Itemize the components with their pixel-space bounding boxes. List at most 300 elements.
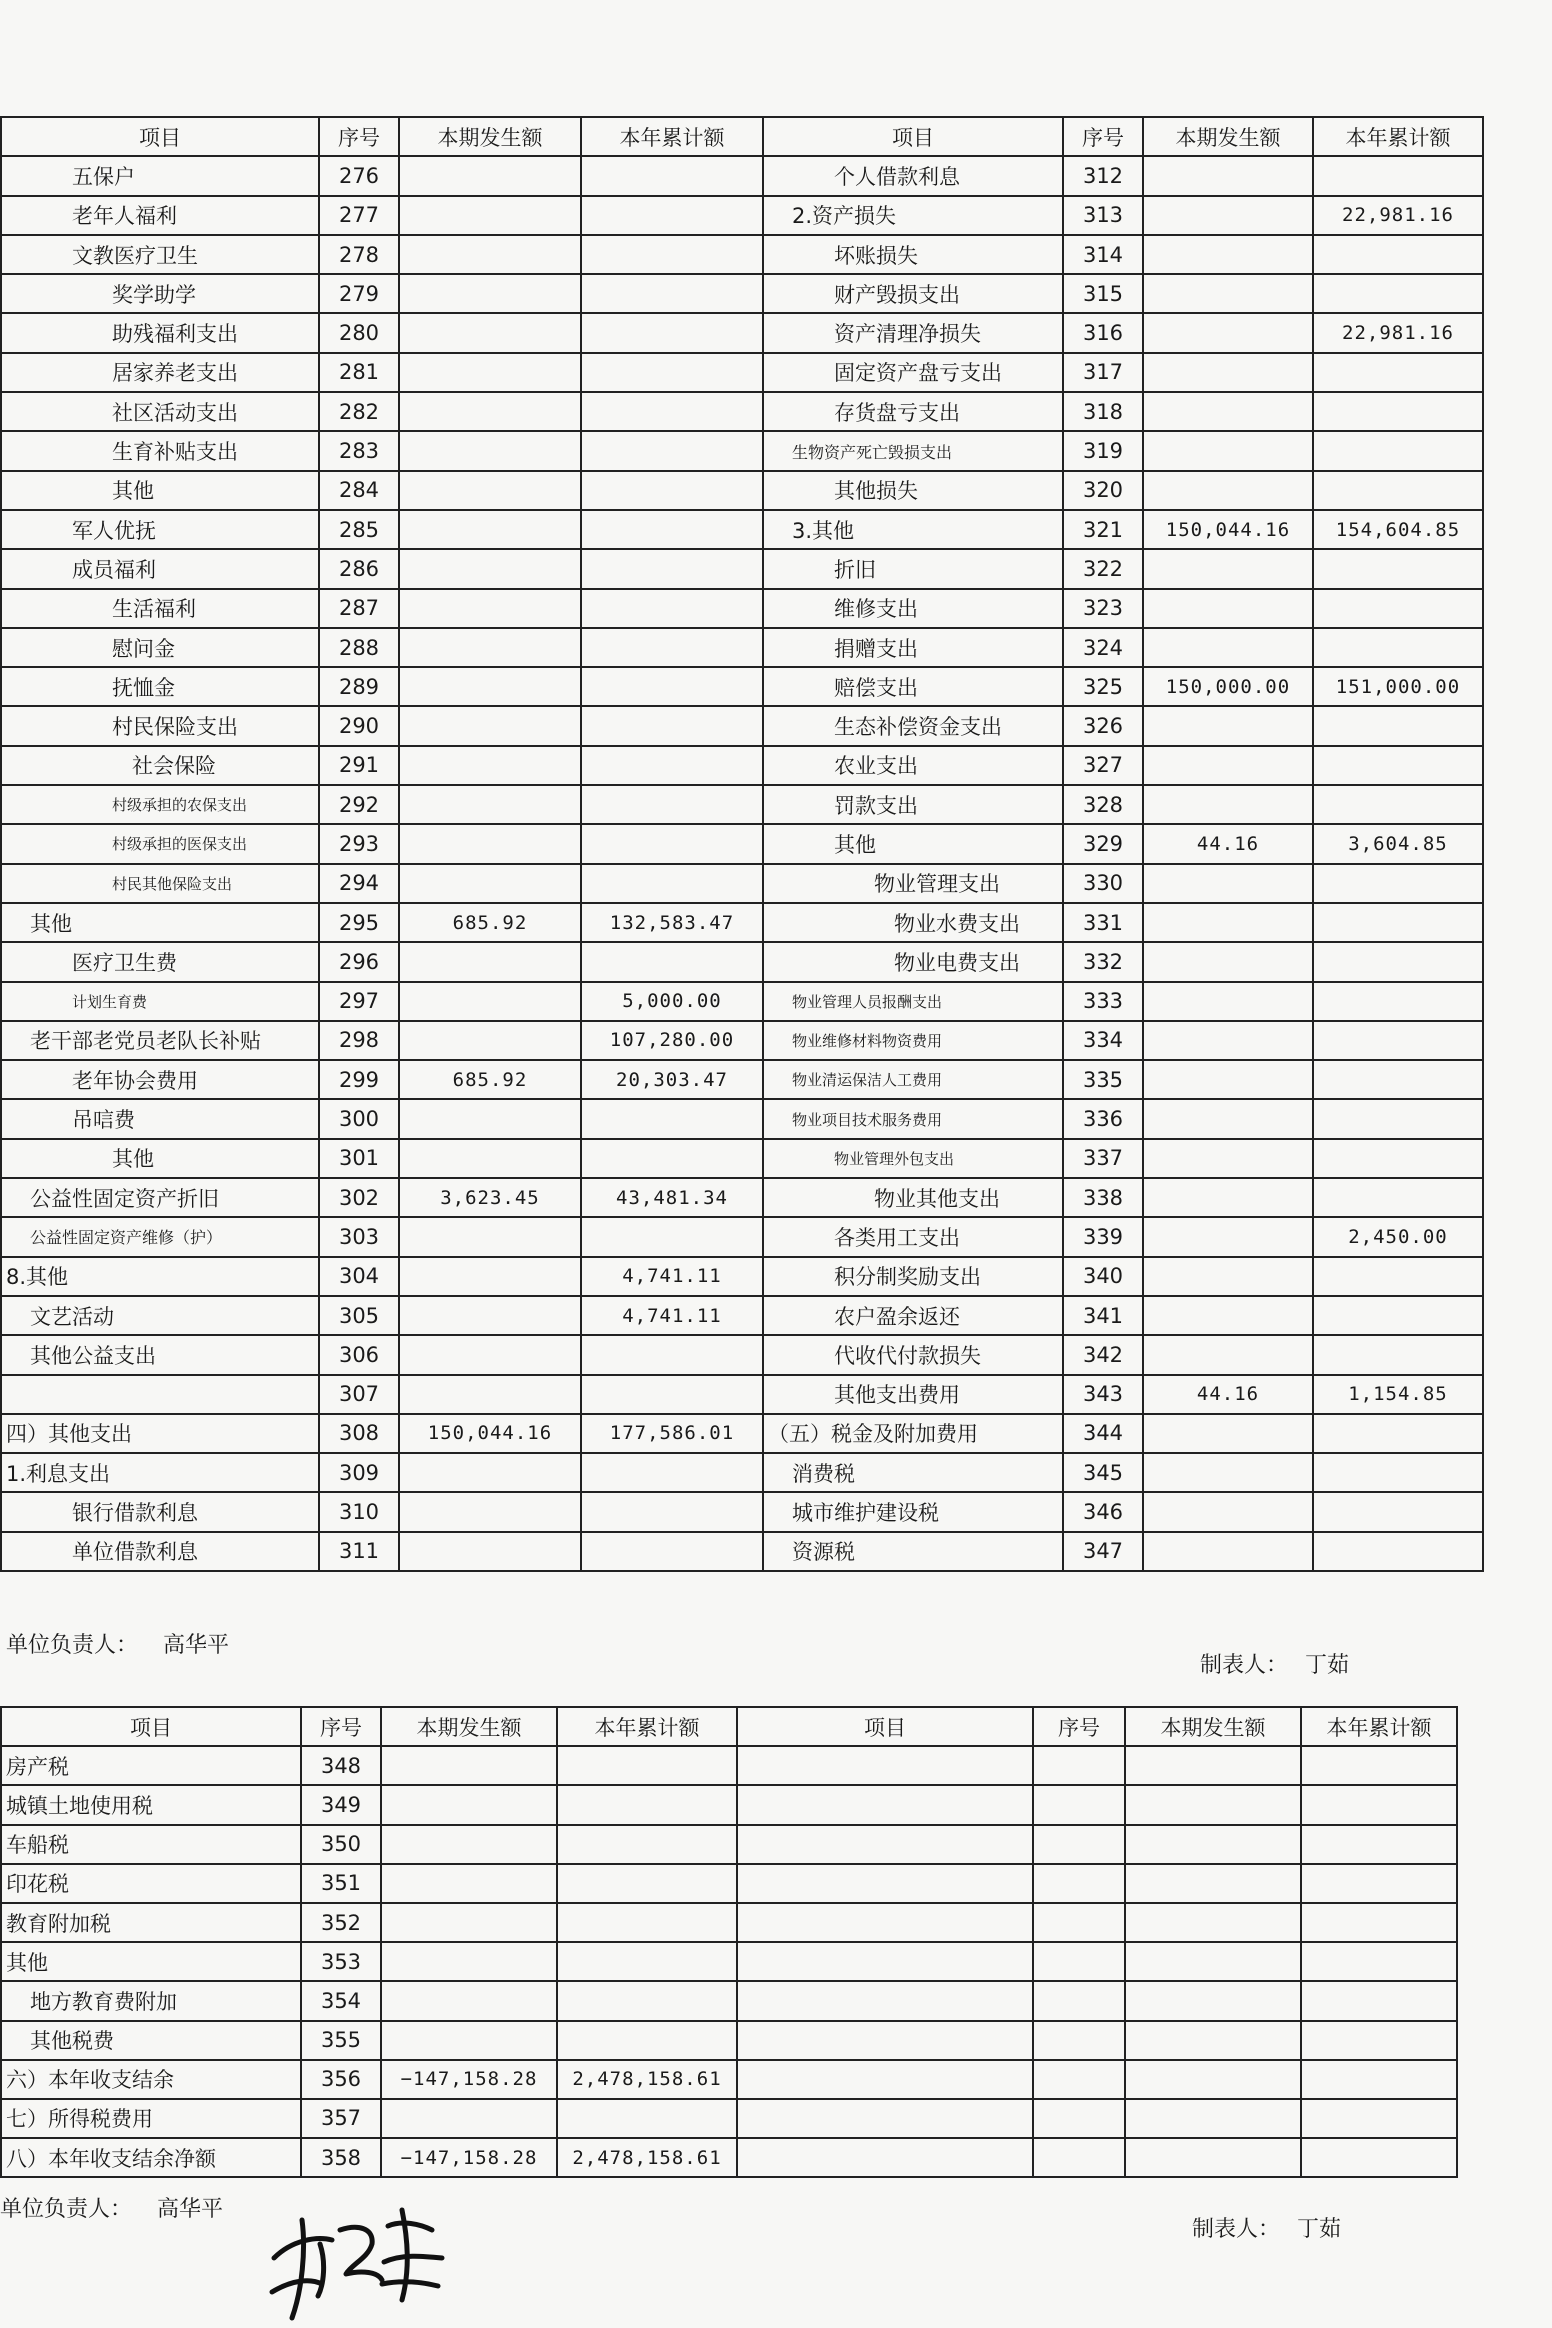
- expense-table-bottom: [0, 1706, 1458, 2178]
- ytd-amount-cell: 43,481.34: [581, 1178, 763, 1217]
- table-row: [1, 353, 1483, 392]
- seq-cell: 313: [1063, 196, 1143, 235]
- empty-cell: [1033, 1785, 1125, 1824]
- header-item: 项目: [763, 117, 1063, 156]
- empty-cell: [1301, 1942, 1457, 1981]
- item-cell: 村级承担的农保支出: [1, 785, 319, 824]
- header-seq: 序号: [1033, 1707, 1125, 1746]
- empty-cell: [1301, 2060, 1457, 2099]
- current-amount-cell: [399, 706, 581, 745]
- empty-cell: [1301, 2021, 1457, 2060]
- item-cell: 其他: [763, 824, 1063, 863]
- item-cell: 3.其他: [763, 510, 1063, 549]
- item-cell: 车船税: [1, 1825, 301, 1864]
- current-amount-cell: 150,044.16: [1143, 510, 1313, 549]
- current-amount-cell: [399, 746, 581, 785]
- current-amount-cell: [399, 1532, 581, 1571]
- current-amount-cell: [381, 1942, 557, 1981]
- empty-cell: [737, 1825, 1033, 1864]
- seq-cell: 339: [1063, 1217, 1143, 1256]
- item-cell: 赔偿支出: [763, 667, 1063, 706]
- item-cell: 文教医疗卫生: [1, 235, 319, 274]
- ytd-amount-cell: [1313, 628, 1483, 667]
- ytd-amount-cell: [557, 1903, 737, 1942]
- current-amount-cell: [399, 589, 581, 628]
- ytd-amount-cell: [581, 1375, 763, 1414]
- table-row: [1, 1414, 1483, 1453]
- ytd-amount-cell: [1313, 1414, 1483, 1453]
- item-cell: 消费税: [763, 1453, 1063, 1492]
- ytd-amount-cell: [581, 746, 763, 785]
- current-amount-cell: [1143, 706, 1313, 745]
- empty-cell: [1301, 1903, 1457, 1942]
- current-amount-cell: [1143, 235, 1313, 274]
- ytd-amount-cell: [581, 942, 763, 981]
- seq-cell: 291: [319, 746, 399, 785]
- item-cell: 村级承担的医保支出: [1, 824, 319, 863]
- item-cell: 教育附加税: [1, 1903, 301, 1942]
- ytd-amount-cell: [1313, 746, 1483, 785]
- unit-head-label: 单位负责人：: [6, 1633, 139, 1658]
- seq-cell: 358: [301, 2138, 381, 2177]
- item-cell: 慰问金: [1, 628, 319, 667]
- empty-cell: [1125, 1785, 1301, 1824]
- table-row: [1, 1335, 1483, 1374]
- current-amount-cell: [1143, 864, 1313, 903]
- item-cell: 维修支出: [763, 589, 1063, 628]
- ytd-amount-cell: [581, 313, 763, 352]
- current-amount-cell: [399, 235, 581, 274]
- ytd-amount-cell: [557, 1785, 737, 1824]
- seq-cell: 337: [1063, 1139, 1143, 1178]
- ytd-amount-cell: 3,604.85: [1313, 824, 1483, 863]
- item-cell: 公益性固定资产维修（护）: [1, 1217, 319, 1256]
- table-row: [1, 746, 1483, 785]
- table-row: [1, 1375, 1483, 1414]
- item-cell: 其他税费: [1, 2021, 301, 2060]
- empty-cell: [737, 1864, 1033, 1903]
- item-cell: 城镇土地使用税: [1, 1785, 301, 1824]
- ytd-amount-cell: [1313, 1021, 1483, 1060]
- current-amount-cell: −147,158.28: [381, 2138, 557, 2177]
- empty-cell: [1033, 2138, 1125, 2177]
- seq-cell: 328: [1063, 785, 1143, 824]
- seq-cell: 351: [301, 1864, 381, 1903]
- ytd-amount-cell: 4,741.11: [581, 1257, 763, 1296]
- current-amount-cell: [399, 1296, 581, 1335]
- current-amount-cell: [1143, 1532, 1313, 1571]
- seq-cell: 276: [319, 156, 399, 195]
- current-amount-cell: [1143, 1099, 1313, 1138]
- empty-cell: [1033, 1981, 1125, 2020]
- ytd-amount-cell: [1313, 471, 1483, 510]
- ytd-amount-cell: [557, 1825, 737, 1864]
- item-cell: 老年人福利: [1, 196, 319, 235]
- item-cell: 抚恤金: [1, 667, 319, 706]
- item-cell: 社会保险: [1, 746, 319, 785]
- current-amount-cell: [399, 1139, 581, 1178]
- item-cell: 生活福利: [1, 589, 319, 628]
- current-amount-cell: [399, 1453, 581, 1492]
- ytd-amount-cell: [557, 2021, 737, 2060]
- seq-cell: 347: [1063, 1532, 1143, 1571]
- seq-cell: 312: [1063, 156, 1143, 195]
- ytd-amount-cell: 154,604.85: [1313, 510, 1483, 549]
- header-ytd: 本年累计额: [581, 117, 763, 156]
- item-cell: 罚款支出: [763, 785, 1063, 824]
- empty-cell: [1125, 1746, 1301, 1785]
- table-row: [1, 1492, 1483, 1531]
- ytd-amount-cell: [1313, 1492, 1483, 1531]
- ytd-amount-cell: [557, 1942, 737, 1981]
- ytd-amount-cell: [581, 471, 763, 510]
- seq-cell: 306: [319, 1335, 399, 1374]
- empty-cell: [737, 1785, 1033, 1824]
- current-amount-cell: [399, 549, 581, 588]
- seq-cell: 299: [319, 1060, 399, 1099]
- table-header-row: [1, 117, 1483, 156]
- table-row: [1, 1785, 1457, 1824]
- table-row: [1, 1864, 1457, 1903]
- table-row: [1, 667, 1483, 706]
- ytd-amount-cell: [1313, 1060, 1483, 1099]
- seq-cell: 323: [1063, 589, 1143, 628]
- seq-cell: 315: [1063, 274, 1143, 313]
- item-cell: 个人借款利息: [763, 156, 1063, 195]
- ytd-amount-cell: [581, 431, 763, 470]
- current-amount-cell: [1143, 1139, 1313, 1178]
- current-amount-cell: [1143, 628, 1313, 667]
- table-row: [1, 903, 1483, 942]
- item-cell: 生育补贴支出: [1, 431, 319, 470]
- current-amount-cell: [399, 628, 581, 667]
- header-seq: 序号: [1063, 117, 1143, 156]
- current-amount-cell: [399, 392, 581, 431]
- seq-cell: 281: [319, 353, 399, 392]
- item-cell: 物业维修材料物资费用: [763, 1021, 1063, 1060]
- seq-cell: 316: [1063, 313, 1143, 352]
- item-cell: 1.利息支出: [1, 1453, 319, 1492]
- item-cell: 物业水费支出: [763, 903, 1063, 942]
- item-cell: 成员福利: [1, 549, 319, 588]
- empty-cell: [737, 2021, 1033, 2060]
- current-amount-cell: [399, 1217, 581, 1256]
- seq-cell: 354: [301, 1981, 381, 2020]
- item-cell: [1, 1375, 319, 1414]
- ytd-amount-cell: [581, 1492, 763, 1531]
- item-cell: 六）本年收支结余: [1, 2060, 301, 2099]
- item-cell: 医疗卫生费: [1, 942, 319, 981]
- current-amount-cell: [1143, 1296, 1313, 1335]
- current-amount-cell: [399, 274, 581, 313]
- ytd-amount-cell: [581, 353, 763, 392]
- seq-cell: 283: [319, 431, 399, 470]
- item-cell: 生态补偿资金支出: [763, 706, 1063, 745]
- seq-cell: 322: [1063, 549, 1143, 588]
- current-amount-cell: [399, 1099, 581, 1138]
- seq-cell: 301: [319, 1139, 399, 1178]
- item-cell: 物业其他支出: [763, 1178, 1063, 1217]
- seq-cell: 305: [319, 1296, 399, 1335]
- item-cell: 助残福利支出: [1, 313, 319, 352]
- ytd-amount-cell: 4,741.11: [581, 1296, 763, 1335]
- seq-cell: 343: [1063, 1375, 1143, 1414]
- preparer-name: 丁茹: [1305, 1653, 1350, 1678]
- current-amount-cell: [1143, 549, 1313, 588]
- ytd-amount-cell: 22,981.16: [1313, 313, 1483, 352]
- ytd-amount-cell: [581, 156, 763, 195]
- seq-cell: 333: [1063, 982, 1143, 1021]
- empty-cell: [737, 1981, 1033, 2020]
- item-cell: 捐赠支出: [763, 628, 1063, 667]
- seq-cell: 340: [1063, 1257, 1143, 1296]
- current-amount-cell: [399, 864, 581, 903]
- item-cell: 积分制奖励支出: [763, 1257, 1063, 1296]
- seq-cell: 289: [319, 667, 399, 706]
- seq-cell: 334: [1063, 1021, 1143, 1060]
- current-amount-cell: [1143, 1492, 1313, 1531]
- item-cell: 物业管理支出: [763, 864, 1063, 903]
- table-row: [1, 1296, 1483, 1335]
- ytd-amount-cell: 107,280.00: [581, 1021, 763, 1060]
- item-cell: 文艺活动: [1, 1296, 319, 1335]
- empty-cell: [1033, 2099, 1125, 2138]
- ytd-amount-cell: [1313, 785, 1483, 824]
- ytd-amount-cell: [1313, 549, 1483, 588]
- ytd-amount-cell: [581, 1532, 763, 1571]
- seq-cell: 330: [1063, 864, 1143, 903]
- ytd-amount-cell: [1313, 1257, 1483, 1296]
- ytd-amount-cell: [557, 1864, 737, 1903]
- item-cell: 八）本年收支结余净额: [1, 2138, 301, 2177]
- current-amount-cell: [1143, 1060, 1313, 1099]
- item-cell: 物业管理外包支出: [763, 1139, 1063, 1178]
- item-cell: 七）所得税费用: [1, 2099, 301, 2138]
- current-amount-cell: [399, 1257, 581, 1296]
- ytd-amount-cell: 22,981.16: [1313, 196, 1483, 235]
- header-item: 项目: [737, 1707, 1033, 1746]
- current-amount-cell: [381, 1981, 557, 2020]
- item-cell: 农户盈余返还: [763, 1296, 1063, 1335]
- seq-cell: 279: [319, 274, 399, 313]
- ytd-amount-cell: [581, 510, 763, 549]
- item-cell: 其他公益支出: [1, 1335, 319, 1374]
- ytd-amount-cell: [581, 274, 763, 313]
- seq-cell: 338: [1063, 1178, 1143, 1217]
- item-cell: 其他: [1, 1942, 301, 1981]
- ytd-amount-cell: [557, 1981, 737, 2020]
- item-cell: 银行借款利息: [1, 1492, 319, 1531]
- seq-cell: 298: [319, 1021, 399, 1060]
- seq-cell: 308: [319, 1414, 399, 1453]
- item-cell: 老年协会费用: [1, 1060, 319, 1099]
- seq-cell: 345: [1063, 1453, 1143, 1492]
- item-cell: 吊唁费: [1, 1099, 319, 1138]
- current-amount-cell: [1143, 274, 1313, 313]
- ytd-amount-cell: 5,000.00: [581, 982, 763, 1021]
- current-amount-cell: [399, 667, 581, 706]
- current-amount-cell: [381, 1864, 557, 1903]
- current-amount-cell: [399, 510, 581, 549]
- ytd-amount-cell: 177,586.01: [581, 1414, 763, 1453]
- footer-unit-head: [0, 2192, 223, 2223]
- current-amount-cell: 150,044.16: [399, 1414, 581, 1453]
- seq-cell: 346: [1063, 1492, 1143, 1531]
- empty-cell: [1125, 1981, 1301, 2020]
- item-cell: 其他: [1, 471, 319, 510]
- item-cell: 代收代付款损失: [763, 1335, 1063, 1374]
- seq-cell: 282: [319, 392, 399, 431]
- seq-cell: 288: [319, 628, 399, 667]
- current-amount-cell: [1143, 156, 1313, 195]
- header-ytd: 本年累计额: [557, 1707, 737, 1746]
- ytd-amount-cell: [1313, 1296, 1483, 1335]
- seq-cell: 307: [319, 1375, 399, 1414]
- empty-cell: [737, 1746, 1033, 1785]
- empty-cell: [1033, 1825, 1125, 1864]
- table-row: [1, 1981, 1457, 2020]
- table-row: [1, 431, 1483, 470]
- current-amount-cell: [1143, 392, 1313, 431]
- seq-cell: 293: [319, 824, 399, 863]
- table-row: [1, 2021, 1457, 2060]
- current-amount-cell: [381, 1825, 557, 1864]
- empty-cell: [1033, 1864, 1125, 1903]
- current-amount-cell: 3,623.45: [399, 1178, 581, 1217]
- table-row: [1, 1532, 1483, 1571]
- seq-cell: 278: [319, 235, 399, 274]
- empty-cell: [1033, 1746, 1125, 1785]
- ytd-amount-cell: [581, 589, 763, 628]
- seq-cell: 352: [301, 1903, 381, 1942]
- current-amount-cell: [1143, 1021, 1313, 1060]
- empty-cell: [737, 2060, 1033, 2099]
- seq-cell: 348: [301, 1746, 381, 1785]
- current-amount-cell: [381, 1903, 557, 1942]
- item-cell: 老干部老党员老队长补贴: [1, 1021, 319, 1060]
- seq-cell: 311: [319, 1532, 399, 1571]
- current-amount-cell: [399, 156, 581, 195]
- current-amount-cell: [1143, 313, 1313, 352]
- current-amount-cell: [399, 942, 581, 981]
- current-amount-cell: [399, 353, 581, 392]
- ytd-amount-cell: 1,154.85: [1313, 1375, 1483, 1414]
- ytd-amount-cell: 151,000.00: [1313, 667, 1483, 706]
- seq-cell: 290: [319, 706, 399, 745]
- header-ytd: 本年累计额: [1313, 117, 1483, 156]
- current-amount-cell: [399, 471, 581, 510]
- current-amount-cell: [1143, 471, 1313, 510]
- item-cell: 社区活动支出: [1, 392, 319, 431]
- item-cell: 物业管理人员报酬支出: [763, 982, 1063, 1021]
- ytd-amount-cell: 2,478,158.61: [557, 2060, 737, 2099]
- seq-cell: 350: [301, 1825, 381, 1864]
- item-cell: 公益性固定资产折旧: [1, 1178, 319, 1217]
- current-amount-cell: [1143, 1453, 1313, 1492]
- empty-cell: [1033, 2060, 1125, 2099]
- item-cell: 计划生育费: [1, 982, 319, 1021]
- seq-cell: 296: [319, 942, 399, 981]
- ytd-amount-cell: [1313, 1139, 1483, 1178]
- seq-cell: 286: [319, 549, 399, 588]
- ytd-amount-cell: [581, 785, 763, 824]
- table-row: [1, 1903, 1457, 1942]
- empty-cell: [1125, 2060, 1301, 2099]
- header-item: 项目: [1, 117, 319, 156]
- table-header-row: [1, 1707, 1457, 1746]
- ytd-amount-cell: [1313, 942, 1483, 981]
- table-row: [1, 1217, 1483, 1256]
- table-row: [1, 2138, 1457, 2177]
- table-row: [1, 982, 1483, 1021]
- item-cell: 财产毁损支出: [763, 274, 1063, 313]
- empty-cell: [1301, 1746, 1457, 1785]
- seq-cell: 321: [1063, 510, 1143, 549]
- seq-cell: 292: [319, 785, 399, 824]
- table-row: [1, 313, 1483, 352]
- empty-cell: [1033, 1903, 1125, 1942]
- seq-cell: 277: [319, 196, 399, 235]
- current-amount-cell: [381, 1785, 557, 1824]
- current-amount-cell: [399, 1021, 581, 1060]
- ytd-amount-cell: [1313, 156, 1483, 195]
- seq-cell: 357: [301, 2099, 381, 2138]
- seq-cell: 331: [1063, 903, 1143, 942]
- current-amount-cell: [399, 196, 581, 235]
- seq-cell: 329: [1063, 824, 1143, 863]
- table-row: [1, 196, 1483, 235]
- seq-cell: 344: [1063, 1414, 1143, 1453]
- ytd-amount-cell: 2,450.00: [1313, 1217, 1483, 1256]
- current-amount-cell: [399, 313, 581, 352]
- current-amount-cell: 44.16: [1143, 824, 1313, 863]
- seq-cell: 285: [319, 510, 399, 549]
- item-cell: 村民保险支出: [1, 706, 319, 745]
- empty-cell: [737, 2138, 1033, 2177]
- current-amount-cell: [399, 982, 581, 1021]
- ytd-amount-cell: [1313, 392, 1483, 431]
- current-amount-cell: [1143, 1178, 1313, 1217]
- seq-cell: 327: [1063, 746, 1143, 785]
- table-row: [1, 785, 1483, 824]
- ytd-amount-cell: [581, 392, 763, 431]
- item-cell: 印花税: [1, 1864, 301, 1903]
- item-cell: 其他: [1, 1139, 319, 1178]
- current-amount-cell: [1143, 589, 1313, 628]
- current-amount-cell: 150,000.00: [1143, 667, 1313, 706]
- seq-cell: 335: [1063, 1060, 1143, 1099]
- item-cell: 其他: [1, 903, 319, 942]
- table-row: [1, 2099, 1457, 2138]
- ytd-amount-cell: [1313, 706, 1483, 745]
- item-cell: 资源税: [763, 1532, 1063, 1571]
- preparer-label: 制表人：: [1192, 2217, 1281, 2242]
- ytd-amount-cell: [1313, 353, 1483, 392]
- empty-cell: [737, 1903, 1033, 1942]
- seq-cell: 317: [1063, 353, 1143, 392]
- current-amount-cell: [1143, 353, 1313, 392]
- ytd-amount-cell: [581, 1453, 763, 1492]
- seq-cell: 300: [319, 1099, 399, 1138]
- table-row: [1, 2060, 1457, 2099]
- item-cell: 折旧: [763, 549, 1063, 588]
- seq-cell: 303: [319, 1217, 399, 1256]
- current-amount-cell: [399, 431, 581, 470]
- seq-cell: 295: [319, 903, 399, 942]
- seq-cell: 309: [319, 1453, 399, 1492]
- ytd-amount-cell: [1313, 1099, 1483, 1138]
- header-item: 项目: [1, 1707, 301, 1746]
